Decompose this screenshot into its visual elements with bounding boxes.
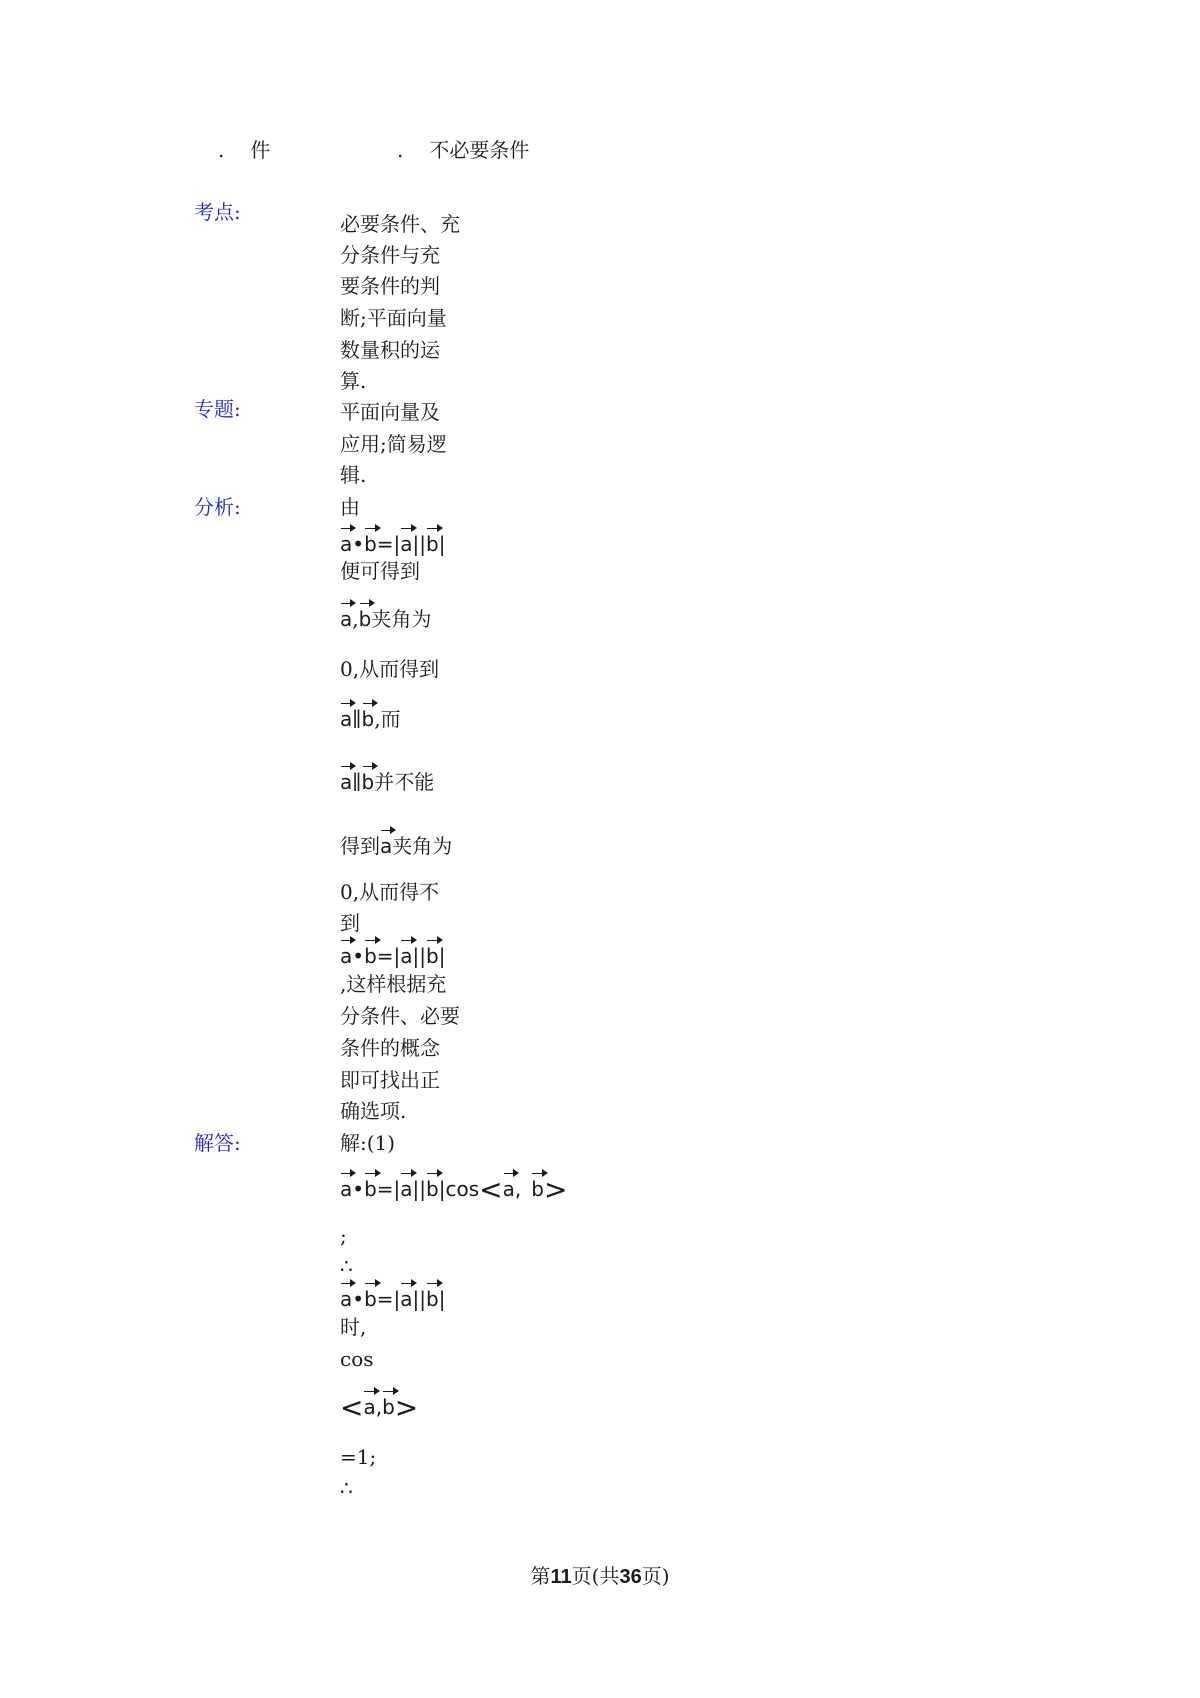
kaodian-line: 算. (340, 369, 367, 393)
fenxi-angle-line: a,b夹角为 (340, 607, 432, 631)
zhuanti-line: 平面向量及 (340, 400, 440, 424)
vector-b: b (364, 1287, 377, 1311)
vector-a: a (340, 1177, 353, 1201)
vector-a: a (340, 707, 353, 731)
vector-a: a (380, 834, 393, 858)
vector-b: b (382, 1395, 395, 1419)
vector-b: b (426, 532, 439, 556)
fenxi-line: 便可得到 (340, 559, 420, 583)
option-c-text: 件 (250, 138, 271, 162)
label-kaodian: 考点: (194, 200, 241, 224)
fenxi-line: 0,从而得不 (340, 880, 440, 904)
kaodian-line: 分条件与充 (340, 243, 440, 267)
jieda-line: ; (340, 1224, 347, 1248)
label-jieda: 解答: (194, 1131, 241, 1155)
vector-b: b (531, 1177, 544, 1201)
vector-a: a (400, 1177, 413, 1201)
vector-b: b (426, 1287, 439, 1311)
jieda-line: 解:(1) (340, 1131, 396, 1155)
vector-b: b (361, 707, 375, 731)
label-fenxi: 分析: (194, 495, 241, 519)
jieda-line: cos (340, 1347, 374, 1371)
vector-a: a (502, 1177, 515, 1201)
vector-a: a (400, 532, 413, 556)
jieda-line: =1; (340, 1445, 377, 1469)
vector-b: b (364, 944, 377, 968)
vector-b: b (426, 1177, 439, 1201)
vector-b: b (364, 1177, 377, 1201)
kaodian-line: 数量积的运 (340, 338, 440, 362)
formula-ab-eq-abs: a•b=|a||b| (340, 944, 446, 968)
vector-b: b (426, 944, 439, 968)
therefore-symbol: ∴ (340, 1476, 353, 1500)
page-footer: 第11页(共36页) (530, 1564, 670, 1588)
option-c: . 件 (218, 138, 271, 162)
fenxi-line: ,这样根据充 (340, 972, 447, 996)
vector-b: b (361, 770, 375, 794)
vector-a: a (340, 944, 353, 968)
jieda-line: 时, (340, 1315, 367, 1339)
fenxi-line: 到 (340, 911, 360, 935)
kaodian-line: 断;平面向量 (340, 306, 447, 330)
fenxi-line: 条件的概念 (340, 1036, 440, 1060)
fenxi-line: 由 (340, 495, 360, 519)
vector-a: a (400, 1287, 413, 1311)
vector-a: a (363, 1395, 376, 1419)
vector-a: a (340, 1287, 353, 1311)
zhuanti-line: 辑. (340, 463, 367, 487)
fenxi-line: 0,从而得到 (340, 657, 440, 681)
page-number: 11 (550, 1566, 572, 1588)
label-zhuanti: 专题: (194, 397, 241, 421)
vector-a: a (340, 532, 353, 556)
formula-angle-ab: <a,b> (340, 1391, 419, 1424)
zhuanti-line: 应用;简易逻 (340, 432, 447, 456)
option-d: . 不必要条件 (397, 138, 530, 162)
fenxi-line: 确选项. (340, 1099, 407, 1123)
formula-ab-eq-abs: a•b=|a||b| (340, 532, 446, 556)
page-total: 36 (619, 1566, 642, 1588)
fenxi-line: 即可找出正 (340, 1068, 440, 1092)
vector-b: b (358, 607, 372, 631)
formula-dot-product-cos: a•b=|a||b|cos<a, b> (340, 1173, 568, 1206)
vector-b: b (364, 532, 377, 556)
fenxi-parallel-line: a∥b,而 (340, 707, 401, 731)
fenxi-angle-line: 得到a夹角为 (340, 834, 453, 858)
vector-a: a (340, 770, 353, 794)
option-d-text: 不必要条件 (429, 138, 530, 162)
formula-ab-eq-abs: a•b=|a||b| (340, 1287, 446, 1311)
vector-a: a (340, 607, 353, 631)
kaodian-line: 必要条件、充 (340, 212, 460, 236)
fenxi-parallel-line: a∥b并不能 (340, 770, 435, 794)
fenxi-line: 分条件、必要 (340, 1004, 460, 1028)
vector-a: a (400, 944, 413, 968)
kaodian-line: 要条件的判 (340, 274, 440, 298)
therefore-symbol: ∴ (340, 1254, 353, 1278)
